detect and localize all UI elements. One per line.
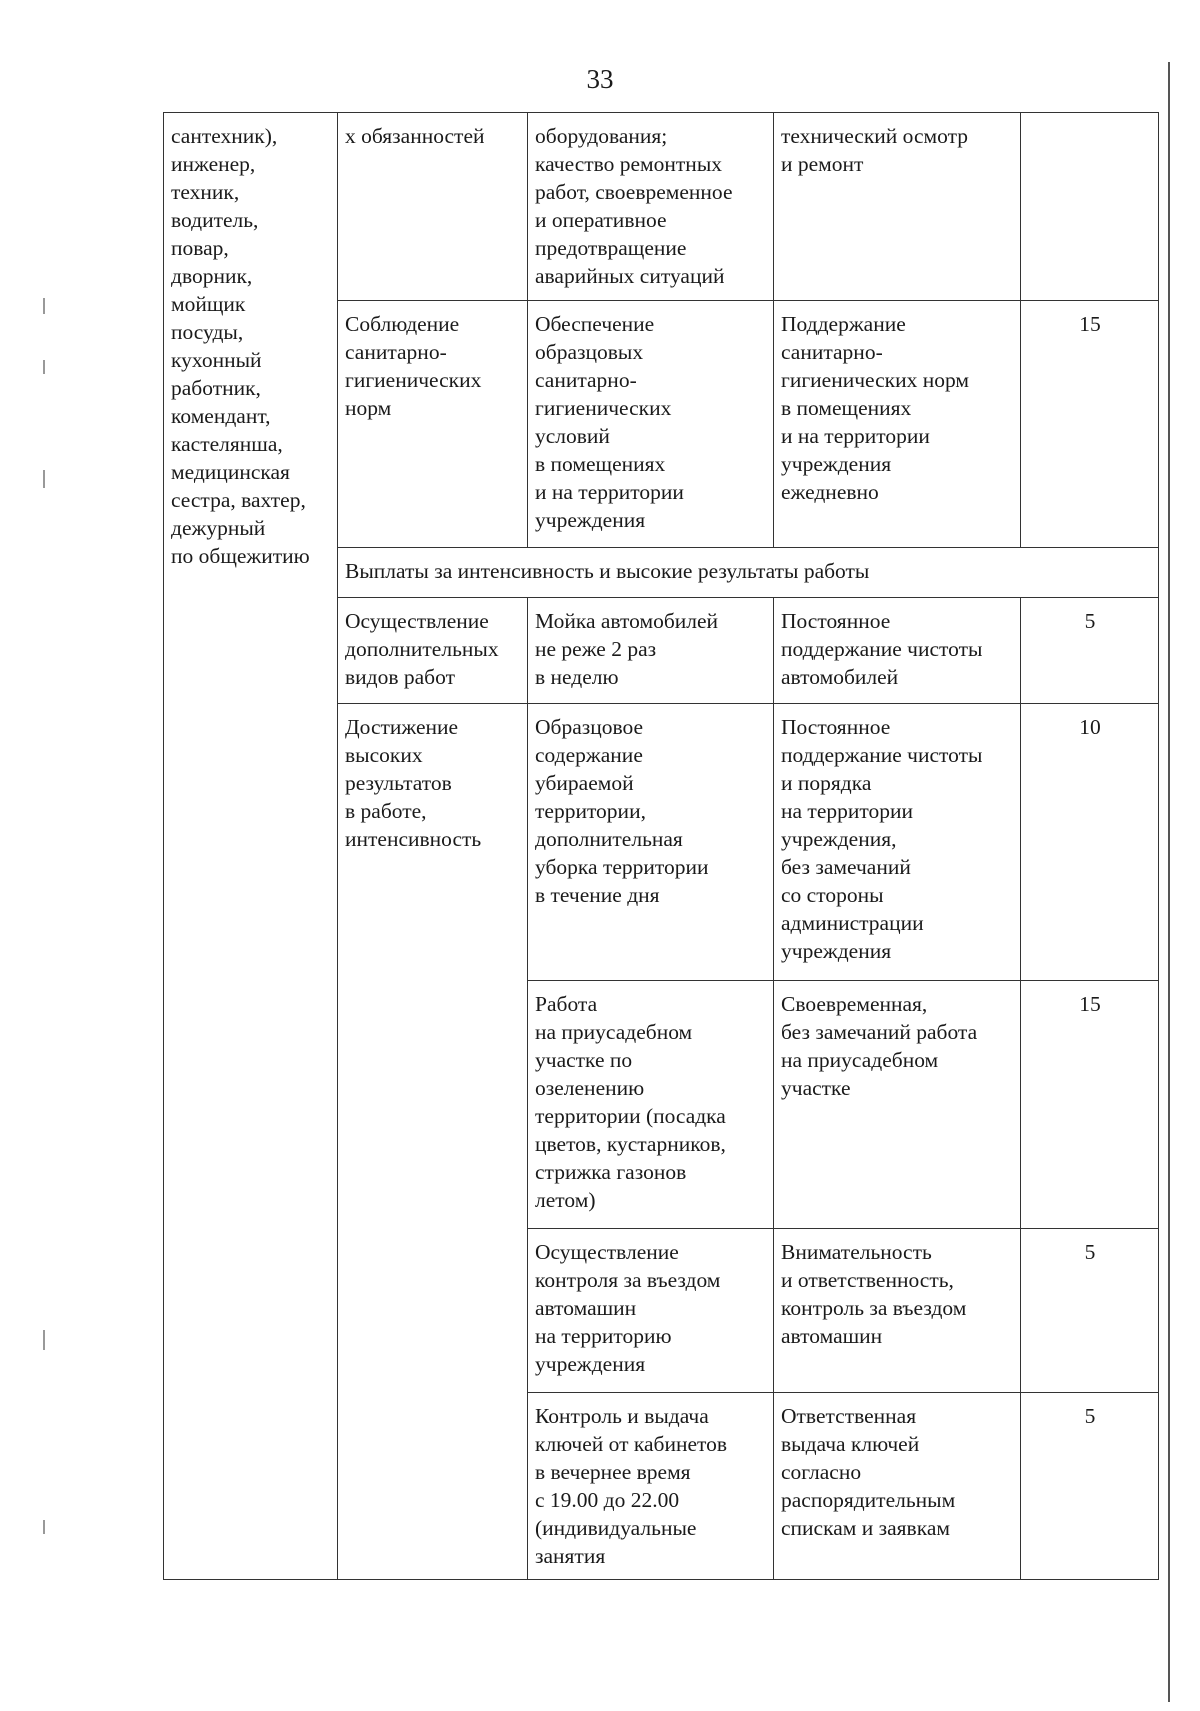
- table-row: [164, 113, 1159, 301]
- criterion-cell: Достижение высоких результатов в работе, интенсивность: [338, 704, 528, 1580]
- condition-cell: Ответственная выдача ключей согласно распорядительным спискам и заявкам: [774, 1393, 1021, 1580]
- payments-table: [163, 112, 1159, 1580]
- scan-mark: [43, 1520, 45, 1534]
- scan-mark: [43, 360, 45, 374]
- condition-cell: Постоянное поддержание чистоты автомобилей: [774, 598, 1021, 704]
- indicator-cell: Мойка автомобилей не реже 2 раз в неделю: [528, 598, 774, 704]
- scan-mark: [43, 298, 45, 314]
- indicator-cell: оборудования; качество ремонтных работ, своевременное и оперативное предотвращение аварийных ситуаций: [528, 113, 774, 301]
- score-cell: 15: [1021, 981, 1159, 1229]
- condition-cell: технический осмотр и ремонт: [774, 113, 1021, 301]
- roles-cell: сантехник), инженер, техник, водитель, повар, дворник, мойщик посуды, кухонный работник, комендант, кастелянша, медицинская сестра, вахтер, дежурный по общежитию: [164, 113, 338, 1580]
- section-title: Выплаты за интенсивность и высокие результаты работы: [338, 548, 1159, 598]
- score-cell: 10: [1021, 704, 1159, 981]
- condition-cell: Своевременная, без замечаний работа на приусадебном участке: [774, 981, 1021, 1229]
- indicator-cell: Контроль и выдача ключей от кабинетов в вечернее время с 19.00 до 22.00 (индивидуальные занятия: [528, 1393, 774, 1580]
- scan-mark: [43, 470, 45, 488]
- scan-mark: [43, 1330, 45, 1350]
- indicator-cell: Осуществление контроля за въездом автомашин на территорию учреждения: [528, 1229, 774, 1393]
- score-cell: 15: [1021, 301, 1159, 548]
- score-cell: 5: [1021, 598, 1159, 704]
- indicator-cell: Работа на приусадебном участке по озеленению территории (посадка цветов, кустарников, стрижка газонов летом): [528, 981, 774, 1229]
- criterion-cell: х обязанностей: [338, 113, 528, 301]
- criterion-cell: Соблюдение санитарно- гигиенических норм: [338, 301, 528, 548]
- criterion-cell: Осуществление дополнительных видов работ: [338, 598, 528, 704]
- score-cell: 5: [1021, 1393, 1159, 1580]
- condition-cell: Постоянное поддержание чистоты и порядка на территории учреждения, без замечаний со стороны администрации учреждения: [774, 704, 1021, 981]
- condition-cell: Внимательность и ответственность, контроль за въездом автомашин: [774, 1229, 1021, 1393]
- indicator-cell: Обеспечение образцовых санитарно- гигиенических условий в помещениях и на территории учреждения: [528, 301, 774, 548]
- page-number: 33: [586, 64, 614, 94]
- score-cell: [1021, 113, 1159, 301]
- condition-cell: Поддержание санитарно- гигиенических норм в помещениях и на территории учреждения ежедневно: [774, 301, 1021, 548]
- score-cell: 5: [1021, 1229, 1159, 1393]
- scan-edge-line: [1168, 62, 1170, 1702]
- indicator-cell: Образцовое содержание убираемой территории, дополнительная уборка территории в течение дня: [528, 704, 774, 981]
